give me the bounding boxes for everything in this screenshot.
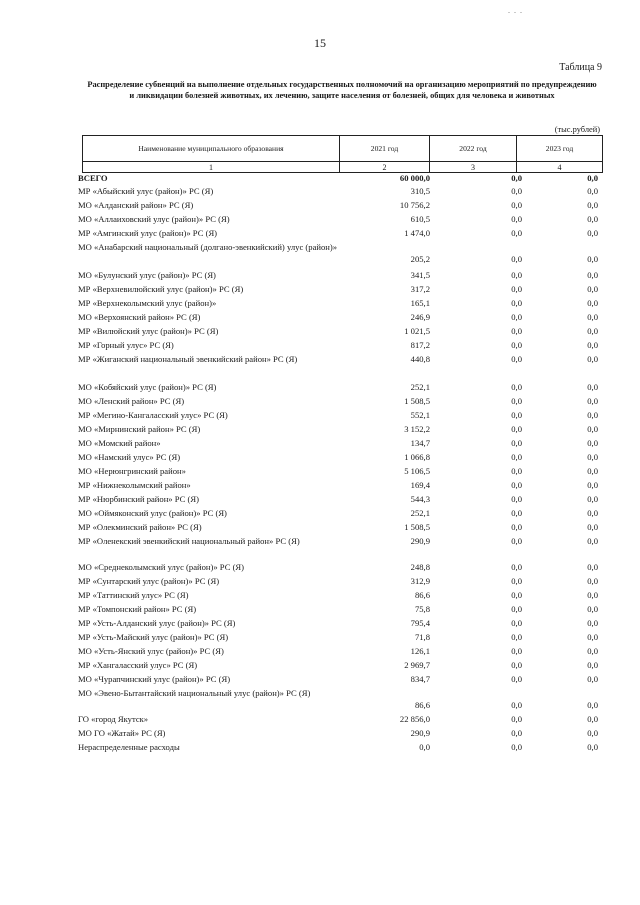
value-2021: 544,3 — [410, 494, 430, 504]
table-row — [78, 424, 602, 436]
value-2023: 0,0 — [587, 604, 598, 614]
value-2023: 0,0 — [587, 228, 598, 238]
value-2021: 134,7 — [410, 438, 430, 448]
table-row — [78, 228, 602, 240]
value-2022: 0,0 — [511, 576, 522, 586]
value-2021: 75,8 — [414, 604, 430, 614]
value-2023: 0,0 — [587, 646, 598, 656]
municipality-name: МО «Усть-Янский улус (район)» РС (Я) — [78, 646, 224, 656]
table-row — [78, 646, 602, 658]
value-2023: 0,0 — [587, 576, 598, 586]
municipality-name: МО «Эвено-Бытантайский национальный улус (район)» РС (Я) — [78, 688, 311, 698]
table-row — [78, 562, 602, 574]
value-2021: 248,8 — [410, 562, 430, 572]
table-row — [78, 480, 602, 492]
value-2022: 0,0 — [511, 604, 522, 614]
value-2023: 0,0 — [587, 522, 598, 532]
value-2022: 0,0 — [511, 270, 522, 280]
header-col-number: 4 — [517, 162, 603, 173]
table-row — [78, 242, 602, 264]
value-2023: 0,0 — [587, 284, 598, 294]
table-row — [78, 326, 602, 338]
municipality-name: МР «Нижнеколымский район» — [78, 480, 191, 490]
value-2021: 795,4 — [410, 618, 430, 628]
municipality-name: МР «Абыйский улус (район)» РС (Я) — [78, 186, 214, 196]
header-2021: 2021 год — [340, 136, 430, 162]
municipality-name: МР «Амгинский улус (район)» РС (Я) — [78, 228, 218, 238]
value-2023: 0,0 — [587, 632, 598, 642]
table-row — [78, 186, 602, 198]
value-2021: 10 756,2 — [399, 200, 430, 210]
table-row — [78, 382, 602, 394]
value-2021: 252,1 — [410, 382, 430, 392]
value-2022: 0,0 — [511, 312, 522, 322]
header-col-number: 1 — [83, 162, 340, 173]
municipality-name: МО «Верхоянский район» РС (Я) — [78, 312, 201, 322]
value-2021: 817,2 — [410, 340, 430, 350]
value-2023: 0,0 — [587, 396, 598, 406]
table-row — [78, 576, 602, 588]
value-2023: 0,0 — [587, 200, 598, 210]
value-2021: 1 066,8 — [404, 452, 430, 462]
value-2022: 0,0 — [511, 410, 522, 420]
header-col-number: 3 — [430, 162, 517, 173]
table-row — [78, 714, 602, 726]
value-2021: 290,9 — [410, 536, 430, 546]
value-2022: 0,0 — [511, 214, 522, 224]
table-title: Распределение субвенций на выполнение отдельных государственных полномочий на организацию мероприятий по предупреждению и ликвидации болезней животных, их лечению, защите населения от болезней, общих для человека и животных — [87, 80, 597, 100]
value-2021: 165,1 — [410, 298, 430, 308]
table-row — [78, 270, 602, 282]
value-2023: 0,0 — [587, 742, 598, 752]
value-2022: 0,0 — [511, 508, 522, 518]
value-2023: 0,0 — [587, 254, 598, 264]
table-row — [78, 284, 602, 296]
table-row — [78, 340, 602, 352]
municipality-name: МР «Таттинский улус» РС (Я) — [78, 590, 189, 600]
value-2021: 126,1 — [410, 646, 430, 656]
table-row — [78, 660, 602, 672]
municipality-name: МО «Кобяйский улус (район)» РС (Я) — [78, 382, 217, 392]
value-2023: 0,0 — [587, 340, 598, 350]
table-row — [78, 674, 602, 686]
municipality-name: МР «Горный улус» РС (Я) — [78, 340, 174, 350]
value-2022: 0,0 — [511, 618, 522, 628]
value-2021: 5 106,5 — [404, 466, 430, 476]
value-2023: 0,0 — [587, 312, 598, 322]
value-2022: 0,0 — [511, 632, 522, 642]
municipality-name: МО «Чурапчинский улус (район)» РС (Я) — [78, 674, 231, 684]
value-2021: 1 474,0 — [404, 228, 430, 238]
municipality-name: ГО «город Якутск» — [78, 714, 149, 724]
municipality-name: МР «Олекминский район» РС (Я) — [78, 522, 202, 532]
value-2022: 0,0 — [511, 742, 522, 752]
value-2021: 86,6 — [414, 700, 430, 710]
value-2021: 169,4 — [410, 480, 430, 490]
value-2021: 440,8 — [410, 354, 430, 364]
value-2021: 22 856,0 — [399, 714, 430, 724]
value-2023: 0,0 — [587, 618, 598, 628]
value-2023: 0,0 — [587, 326, 598, 336]
table-row — [78, 632, 602, 644]
value-2022: 0,0 — [511, 254, 522, 264]
value-2022: 0,0 — [511, 728, 522, 738]
value-2022: 0,0 — [511, 536, 522, 546]
value-2021: 317,2 — [410, 284, 430, 294]
value-2022: 0,0 — [511, 522, 522, 532]
value-2022: 0,0 — [511, 480, 522, 490]
value-2021: 290,9 — [410, 728, 430, 738]
value-2021: 60 000,0 — [399, 173, 430, 183]
value-2021: 610,5 — [410, 214, 430, 224]
value-2023: 0,0 — [587, 590, 598, 600]
table-row — [78, 396, 602, 408]
value-2021: 341,5 — [410, 270, 430, 280]
table-row — [78, 536, 602, 548]
value-2021: 205,2 — [410, 254, 430, 264]
value-2022: 0,0 — [511, 340, 522, 350]
municipality-name: МР «Нюрбинский район» РС (Я) — [78, 494, 199, 504]
value-2022: 0,0 — [511, 590, 522, 600]
table-row — [78, 452, 602, 464]
value-2023: 0,0 — [587, 270, 598, 280]
value-2023: 0,0 — [587, 728, 598, 738]
value-2021: 3 152,2 — [404, 424, 430, 434]
municipality-name: МО «Момский район» — [78, 438, 161, 448]
value-2023: 0,0 — [587, 714, 598, 724]
value-2023: 0,0 — [587, 562, 598, 572]
value-2021: 834,7 — [410, 674, 430, 684]
municipality-name: МР «Вилюйский улус (район)» РС (Я) — [78, 326, 219, 336]
value-2021: 0,0 — [419, 742, 430, 752]
municipality-name: МР «Усть-Майский улус (район)» РС (Я) — [78, 632, 229, 642]
value-2022: 0,0 — [511, 326, 522, 336]
value-2022: 0,0 — [511, 646, 522, 656]
value-2021: 310,5 — [410, 186, 430, 196]
value-2021: 86,6 — [414, 590, 430, 600]
value-2021: 252,1 — [410, 508, 430, 518]
header-name-column: Наименование муниципального образования — [83, 136, 340, 162]
value-2021: 1 508,5 — [404, 396, 430, 406]
value-2023: 0,0 — [587, 466, 598, 476]
municipality-name: МО «Мирнинский район» РС (Я) — [78, 424, 201, 434]
municipality-name: МО «Ленский район» РС (Я) — [78, 396, 185, 406]
units-label: (тыс.рублей) — [554, 125, 600, 134]
municipality-name: МО «Булунский улус (район)» РС (Я) — [78, 270, 216, 280]
table-header — [82, 135, 603, 173]
value-2021: 246,9 — [410, 312, 430, 322]
value-2023: 0,0 — [587, 508, 598, 518]
value-2023: 0,0 — [587, 298, 598, 308]
value-2023: 0,0 — [587, 480, 598, 490]
table-row — [78, 214, 602, 226]
municipality-name: МР «Жиганский национальный эвенкийский район» РС (Я) — [78, 354, 298, 364]
value-2023: 0,0 — [587, 382, 598, 392]
municipality-name: ВСЕГО — [78, 173, 108, 183]
value-2022: 0,0 — [511, 466, 522, 476]
header-col-number: 2 — [340, 162, 430, 173]
value-2022: 0,0 — [511, 714, 522, 724]
municipality-name: МО «Алданский район» РС (Я) — [78, 200, 194, 210]
table-row — [78, 604, 602, 616]
municipality-name: МО «Аллаиховский улус (район)» РС (Я) — [78, 214, 230, 224]
value-2022: 0,0 — [511, 494, 522, 504]
value-2022: 0,0 — [511, 438, 522, 448]
value-2023: 0,0 — [587, 674, 598, 684]
value-2022: 0,0 — [511, 298, 522, 308]
page-number: 15 — [314, 36, 326, 50]
value-2023: 0,0 — [587, 494, 598, 504]
value-2022: 0,0 — [511, 354, 522, 364]
municipality-name: МР «Верхнеколымский улус (район)» — [78, 298, 217, 308]
value-2021: 1 021,5 — [404, 326, 430, 336]
value-2022: 0,0 — [511, 674, 522, 684]
table-row — [78, 508, 602, 520]
municipality-name: МР «Усть-Алданский улус (район)» РС (Я) — [78, 618, 236, 628]
value-2023: 0,0 — [587, 354, 598, 364]
municipality-name: МР «Томпонский район» РС (Я) — [78, 604, 197, 614]
value-2021: 2 969,7 — [404, 660, 430, 670]
municipality-name: Нераспределенные расходы — [78, 742, 180, 752]
value-2022: 0,0 — [511, 700, 522, 710]
municipality-name: МР «Сунтарский улус (район)» РС (Я) — [78, 576, 220, 586]
value-2023: 0,0 — [587, 438, 598, 448]
value-2022: 0,0 — [511, 173, 522, 183]
value-2023: 0,0 — [587, 186, 598, 196]
value-2021: 71,8 — [414, 632, 430, 642]
header-2022: 2022 год — [430, 136, 517, 162]
value-2022: 0,0 — [511, 200, 522, 210]
value-2021: 1 508,5 — [404, 522, 430, 532]
table-row — [78, 688, 602, 710]
value-2022: 0,0 — [511, 562, 522, 572]
scan-mark: . . . — [508, 6, 523, 15]
table-row — [78, 728, 602, 740]
municipality-name: МР «Хангаласский улус» РС (Я) — [78, 660, 198, 670]
value-2023: 0,0 — [587, 424, 598, 434]
table-row — [78, 590, 602, 602]
municipality-name: МО «Анабарский национальный (долгано-эвенкийский) улус (район)» — [78, 242, 338, 252]
value-2023: 0,0 — [587, 214, 598, 224]
value-2023: 0,0 — [587, 173, 598, 183]
header-2023: 2023 год — [517, 136, 603, 162]
municipality-name: МО «Нерюнгринский район» — [78, 466, 186, 476]
value-2023: 0,0 — [587, 410, 598, 420]
value-2021: 312,9 — [410, 576, 430, 586]
table-row — [78, 522, 602, 534]
municipality-name: МР «Мегино-Кангаласский улус» РС (Я) — [78, 410, 228, 420]
table-row — [78, 200, 602, 212]
municipality-name: МО «Оймяконский улус (район)» РС (Я) — [78, 508, 227, 518]
value-2022: 0,0 — [511, 424, 522, 434]
table-label: Таблица 9 — [559, 62, 602, 73]
municipality-name: МО «Намский улус» РС (Я) — [78, 452, 181, 462]
table-row — [78, 298, 602, 310]
table-row — [78, 173, 602, 183]
municipality-name: МО ГО «Жатай» РС (Я) — [78, 728, 166, 738]
table-row — [78, 312, 602, 324]
table-row — [78, 466, 602, 478]
table-row — [78, 438, 602, 450]
municipality-name: МР «Оленекский эвенкийский национальный район» РС (Я) — [78, 536, 300, 546]
value-2023: 0,0 — [587, 700, 598, 710]
value-2021: 552,1 — [410, 410, 430, 420]
table-row — [78, 410, 602, 422]
table-row — [78, 742, 602, 754]
value-2023: 0,0 — [587, 660, 598, 670]
value-2022: 0,0 — [511, 452, 522, 462]
table-row — [78, 354, 602, 366]
table-row — [78, 618, 602, 630]
value-2022: 0,0 — [511, 228, 522, 238]
value-2023: 0,0 — [587, 536, 598, 546]
value-2023: 0,0 — [587, 452, 598, 462]
value-2022: 0,0 — [511, 396, 522, 406]
municipality-name: МР «Верхневилюйский улус (район)» РС (Я) — [78, 284, 244, 294]
municipality-name: МО «Среднеколымский улус (район)» РС (Я) — [78, 562, 245, 572]
value-2022: 0,0 — [511, 660, 522, 670]
value-2022: 0,0 — [511, 382, 522, 392]
table-row — [78, 494, 602, 506]
value-2022: 0,0 — [511, 186, 522, 196]
value-2022: 0,0 — [511, 284, 522, 294]
